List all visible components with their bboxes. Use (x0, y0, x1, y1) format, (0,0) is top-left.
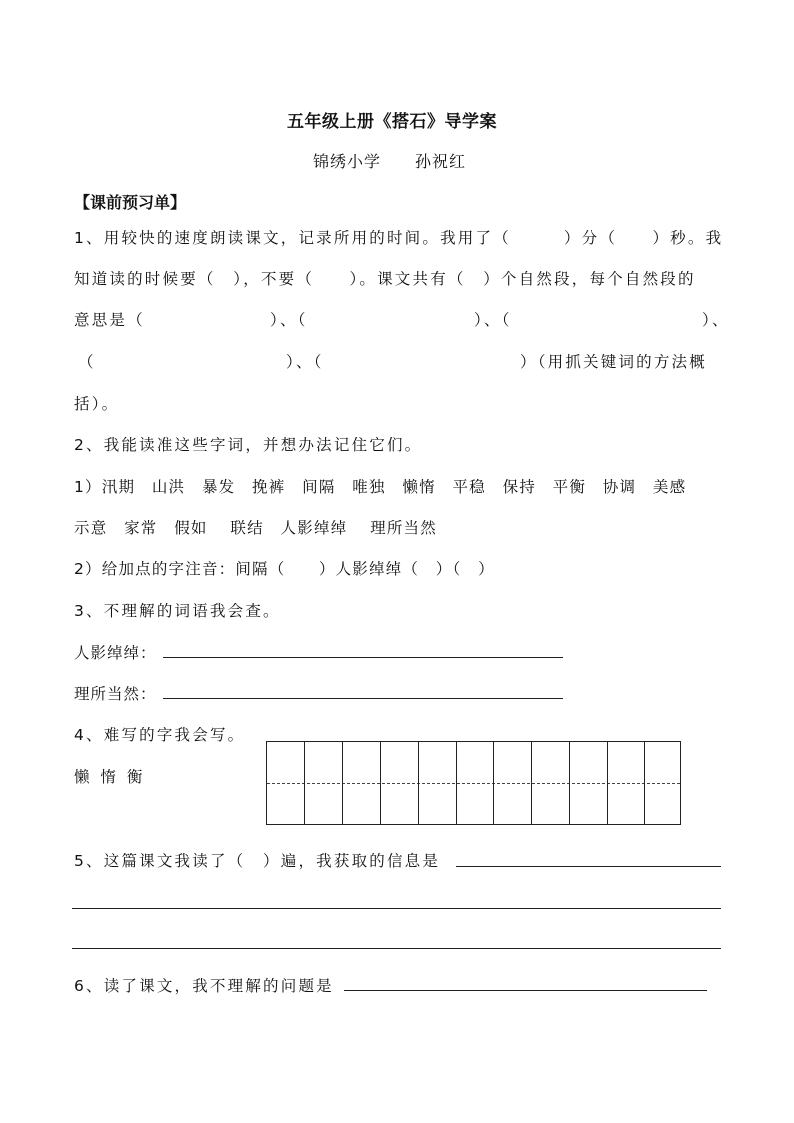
author-line: 锦绣小学 孙祝红 (313, 152, 467, 171)
grid-divider (304, 742, 305, 824)
section-title: 【课前预习单】 (74, 193, 187, 212)
q1-line1: 1、用较快的速度朗读课文，记录所用的时间。我用了（ ）分（ ）秒。我 (74, 229, 724, 247)
q1-line3-c: ）、（ (474, 311, 512, 329)
q4-title: 4、难写的字我会写。 (74, 726, 246, 744)
q3-term1-label: 人影绰绰： (74, 644, 157, 662)
q4-chars: 懒 惰 衡 (74, 768, 146, 786)
q2-words-line1: 1）汛期 山洪 暴发 挽裤 间隔 唯独 懒惰 平稳 保持 平衡 协调 美感 (74, 478, 687, 496)
q3-term2-answer-line[interactable] (163, 698, 563, 699)
grid-divider (380, 742, 381, 824)
grid-divider (493, 742, 494, 824)
q1-line4-b: ）、（ (286, 353, 324, 371)
q3-term2-label: 理所当然： (74, 685, 157, 703)
grid-divider (456, 742, 457, 824)
q5-answer-line-1[interactable] (456, 866, 721, 867)
grid-midline (267, 783, 680, 784)
q6-answer-line[interactable] (344, 990, 707, 991)
q1-line3-d: ）、 (702, 311, 730, 329)
writing-grid[interactable] (266, 741, 681, 825)
grid-divider (531, 742, 532, 824)
q2-words-line2: 示意 家常 假如 联结 人影绰绰 理所当然 (74, 519, 437, 537)
grid-divider (569, 742, 570, 824)
grid-divider (607, 742, 608, 824)
q5-text: 5、这篇课文我读了（ ）遍，我获取的信息是 (74, 852, 441, 870)
q1-line4-a: （ (78, 353, 96, 371)
q5-answer-line-3[interactable] (72, 948, 721, 949)
grid-divider (342, 742, 343, 824)
grid-divider (644, 742, 645, 824)
q2-pinyin-line: 2）给加点的字注音：间隔（ ）人影绰绰（ ）（ ） (74, 560, 495, 578)
q5-answer-line-2[interactable] (72, 908, 721, 909)
q2-title: 2、我能读准这些字词，并想办法记住它们。 (74, 436, 423, 454)
q1-line5: 括）。 (74, 395, 120, 413)
q3-term1-answer-line[interactable] (163, 657, 563, 658)
q3-title: 3、不理解的词语我会查。 (74, 602, 281, 620)
q1-line3-b: ）、（ (270, 311, 308, 329)
q6-text: 6、读了课文，我不理解的问题是 (74, 977, 334, 995)
q1-line3-a: 意思是（ (74, 311, 145, 329)
page-title: 五年级上册《搭石》导学案 (287, 112, 497, 132)
q1-line4-c: ）（用抓关键词的方法概 (520, 353, 707, 371)
q1-line2: 知道读的时候要（ ），不要（ ）。课文共有（ ）个自然段，每个自然段的 (74, 270, 696, 288)
grid-divider (418, 742, 419, 824)
